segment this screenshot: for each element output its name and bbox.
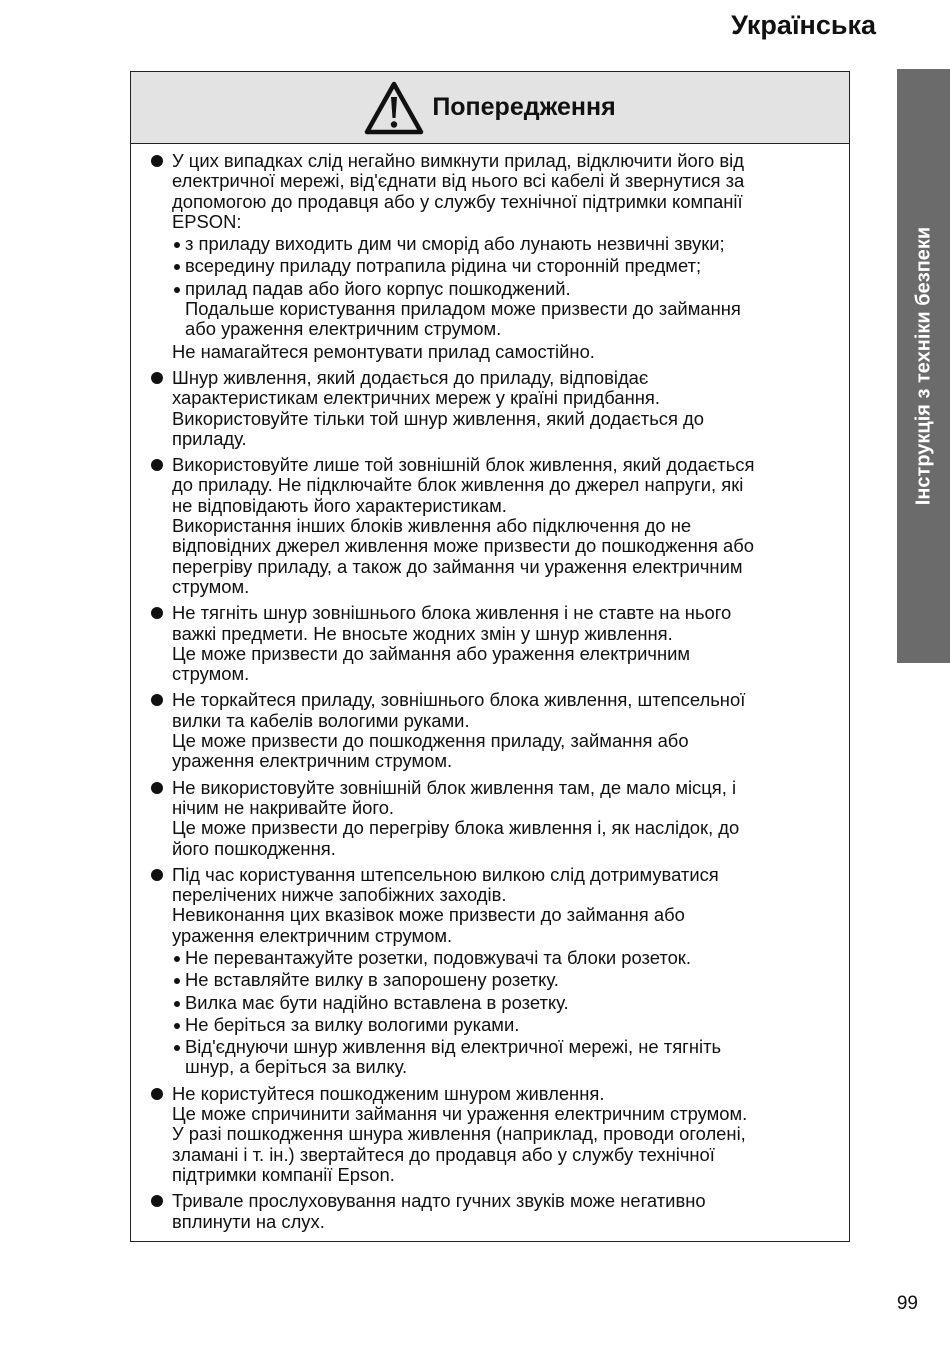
- warning-item: [151, 603, 835, 684]
- warning-item: [151, 1084, 835, 1185]
- warning-item: [151, 368, 835, 449]
- sub-list-item-text: прилад падав або його корпус пошкоджений. Подальше користування приладом може призвести до займання або ураження електричним струмом.: [185, 277, 741, 340]
- sub-list-item: [172, 1037, 835, 1078]
- bullet-icon: [151, 1195, 163, 1207]
- warning-item: [151, 1191, 835, 1232]
- warning-item: [151, 455, 835, 597]
- sub-list-item: [172, 279, 835, 340]
- sub-list-item-text: з приладу виходить дим чи сморід або лунають незвичні звуки;: [185, 233, 725, 255]
- sub-list-item-text: Не вставляйте вилку в запорошену розетку.: [185, 969, 559, 991]
- bullet-icon: [151, 869, 163, 881]
- small-bullet-icon: [174, 956, 180, 962]
- warning-header: [131, 72, 849, 144]
- warning-item-text: Не тягніть шнур зовнішнього блока живлення і не ставте на нього важкі предмети. Не вносьте жодних змін у шнур живлення. Це може призвести до займання або ураження електричним струмом.: [172, 602, 732, 685]
- page-number: 99: [896, 1293, 918, 1314]
- warning-item: [151, 690, 835, 771]
- warning-item: [151, 865, 835, 1078]
- sub-list-item: [172, 256, 835, 276]
- sub-list: [172, 234, 835, 339]
- bullet-icon: [151, 459, 163, 471]
- sub-list-item-text: Не перевантажуйте розетки, подовжувачі та блоки розеток.: [185, 946, 691, 968]
- sub-list-item: [172, 1015, 835, 1035]
- warning-item: [151, 151, 835, 362]
- warning-item-text: Не торкайтеся приладу, зовнішнього блока живлення, штепсельної вилки та кабелів вологими руками. Це може призвести до пошкодження приладу, займання або ураження електричним струмом.: [172, 689, 746, 772]
- small-bullet-icon: [174, 978, 180, 984]
- sub-list-item-text: Не беріться за вилку вологими руками.: [185, 1013, 520, 1035]
- side-tab: [897, 69, 950, 663]
- warning-item-text: Шнур живлення, який додається до приладу, відповідає характеристикам електричних мереж у країні придбання. Використовуйте тільки той шнур живлення, який додається до приладу.: [172, 366, 705, 449]
- small-bullet-icon: [174, 1023, 180, 1029]
- warning-item-text: Тривале прослуховування надто гучних звуків може негативно вплинути на слух.: [172, 1190, 706, 1232]
- side-tab-label: Інструкція з техніки безпеки: [912, 226, 934, 506]
- warning-triangle-icon: [364, 81, 424, 135]
- warning-box: [130, 71, 850, 1242]
- warning-item-text: Не використовуйте зовнішній блок живлення там, де мало місця, і нічим не накривайте його. Це може призвести до перегріву блока живлення і, як наслідок, до його пошкодження.: [172, 776, 740, 859]
- sub-list-item: [172, 993, 835, 1013]
- warning-content: [131, 144, 849, 1232]
- bullet-icon: [151, 694, 163, 706]
- warning-title: Попередження: [432, 93, 616, 121]
- sub-list-item-text: всередину приладу потрапила рідина чи сторонній предмет;: [185, 255, 702, 277]
- warning-item: [151, 778, 835, 859]
- sub-list-item: [172, 948, 835, 968]
- sub-list: [172, 948, 835, 1078]
- warning-item-text: Під час користування штепсельною вилкою слід дотримуватися перелічених нижче запобіжних заходів. Невиконання цих вказівок може призвести до займання або ураження електричним струмом.: [172, 863, 719, 946]
- small-bullet-icon: [174, 1045, 180, 1051]
- small-bullet-icon: [174, 242, 180, 248]
- small-bullet-icon: [174, 264, 180, 270]
- sub-list-item: [172, 234, 835, 254]
- bullet-icon: [151, 155, 163, 167]
- small-bullet-icon: [174, 1001, 180, 1007]
- bullet-icon: [151, 782, 163, 794]
- bullet-icon: [151, 372, 163, 384]
- warning-item-text: Не користуйтеся пошкодженим шнуром живлення. Це може спричинити займання чи ураження електричним струмом. У разі пошкодження шнура живлення (наприклад, проводи оголені, зламані і т. ін.) звертайтеся до продавця або у службу технічної підтримки компанії Epson.: [172, 1082, 748, 1185]
- sub-list-item-text: Вилка має бути надійно вставлена в розетку.: [185, 991, 569, 1013]
- language-label: Українська: [731, 10, 876, 40]
- warning-item-text: У цих випадках слід негайно вимкнути прилад, відключити його від електричної мережі, від'єднати від нього всі кабелі й звернутися за допомогою до продавця або у службу технічної підтримки компанії EPSON:: [172, 150, 745, 232]
- sub-list-item-text: Від'єднуючи шнур живлення від електричної мережі, не тягніть шнур, а беріться за вилку.: [185, 1036, 722, 1078]
- sub-list-item: [172, 970, 835, 990]
- bullet-icon: [151, 607, 163, 619]
- warning-item-text: Використовуйте лише той зовнішній блок живлення, який додається до приладу. Не підключайте блок живлення до джерел напруги, які не відповідають його характеристикам. Використання інших блоків живлення або підключення до не відповідних джерел живлення може призвести до пошкодження або перегріву приладу, а також до займання чи ураження електричним струмом.: [172, 454, 755, 597]
- small-bullet-icon: [174, 287, 180, 293]
- warning-item-note: Не намагайтеся ремонтувати прилад самостійно.: [172, 340, 595, 362]
- bullet-icon: [151, 1088, 163, 1100]
